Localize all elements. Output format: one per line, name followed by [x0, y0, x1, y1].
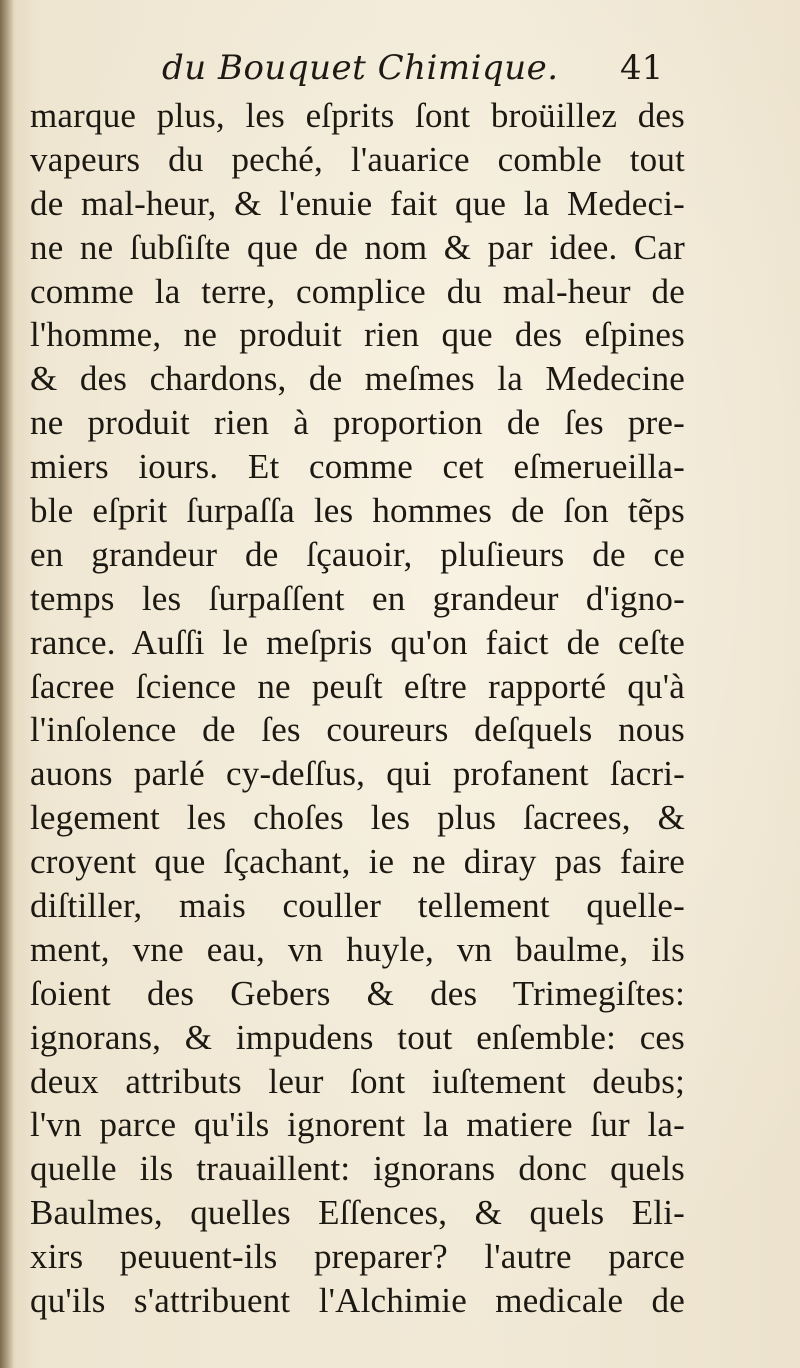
text-line: l'inſolence de ſes coureurs deſquels nous	[30, 710, 685, 750]
text-line: ne ne ſubſiſte que de nom & par idee. Car	[30, 227, 685, 267]
text-line: xirs peuuent-ils preparer? l'autre parce	[30, 1237, 685, 1277]
text-line: diſtiller, mais couller tellement quelle-	[30, 886, 685, 926]
text-line: Baulmes, quelles Eſſences, & quels Eli-	[30, 1193, 685, 1233]
text-line: temps les ſurpaſſent en grandeur d'igno-	[30, 578, 685, 618]
running-head	[0, 48, 800, 98]
text-line: legement les choſes les plus ſacrees, &	[30, 798, 685, 838]
text-line: ignorans, & impudens tout enſemble: ces	[30, 1017, 685, 1057]
text-line: qu'ils s'attribuent l'Alchimie medicale de	[30, 1281, 685, 1321]
text-line: l'homme, ne produit rien que des eſpines	[30, 315, 685, 355]
text-line: en grandeur de ſçauoir, pluſieurs de ce	[30, 534, 685, 574]
text-line: deux attributs leur ſont iuſtement deubs;	[30, 1061, 685, 1101]
text-line: l'vn parce qu'ils ignorent la matiere ſur la-	[30, 1105, 685, 1145]
text-line: ſoient des Gebers & des Trimegiſtes:	[30, 973, 685, 1013]
text-line: comme la terre, complice du mal-heur de	[30, 271, 685, 311]
text-line: quelle ils trauaillent: ignorans donc quels	[30, 1149, 685, 1189]
text-line: ſacree ſcience ne peuſt eſtre rapporté qu'à	[30, 666, 685, 706]
text-line: vapeurs du peché, l'auarice comble tout	[30, 139, 685, 179]
text-line: auons parlé cy-deſſus, qui profanent ſacri-	[30, 754, 685, 794]
body-text	[30, 94, 685, 1323]
text-line: ble eſprit ſurpaſſa les hommes de ſon tẽps	[30, 491, 685, 531]
page-number: 41	[620, 48, 664, 88]
text-line: miers iours. Et comme cet eſmerueilla-	[30, 447, 685, 487]
text-line: ne produit rien à proportion de ſes pre-	[30, 403, 685, 443]
text-line: rance. Auſſi le meſpris qu'on faict de ceſte	[30, 622, 685, 662]
page-gutter-shadow	[0, 0, 14, 1368]
text-line: de mal-heur, & l'enuie fait que la Medeci-	[30, 183, 685, 223]
text-line: croyent que ſçachant, ie ne diray pas faire	[30, 842, 685, 882]
text-line: ment, vne eau, vn huyle, vn baulme, ils	[30, 929, 685, 969]
text-line: & des chardons, de meſmes la Medecine	[30, 359, 685, 399]
text-line: marque plus, les eſprits ſont broüillez des	[30, 96, 685, 135]
running-head-title: du Bouquet Chimique.	[162, 48, 559, 88]
